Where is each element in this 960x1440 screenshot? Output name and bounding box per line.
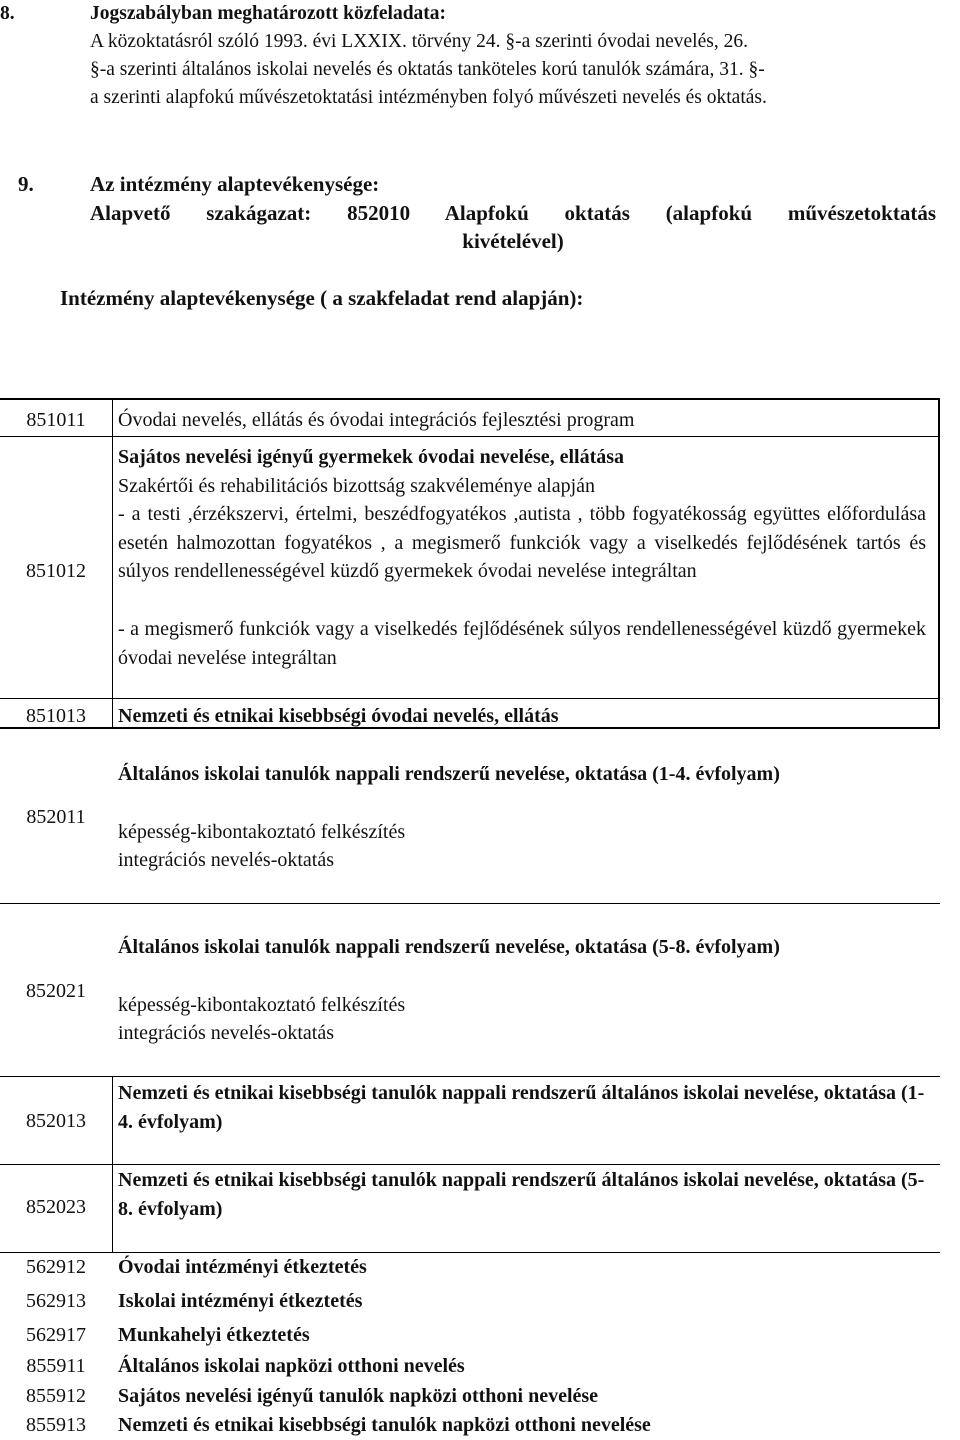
row-code: 562913 [26,1290,86,1312]
row-title: Sajátos nevelési igényű tanulók napközi otthoni nevelése [118,1385,599,1407]
row-code: 852011 [26,806,86,828]
section-9-line: kivételével) [462,229,564,253]
row-code: 562912 [26,1256,86,1278]
row-code: 852013 [26,1110,86,1132]
row-code: 855911 [26,1355,86,1377]
row-title: Óvodai intézményi étkeztetés [118,1256,367,1278]
section-9-number: 9. [18,172,34,196]
row-paragraph: - a testi ,érzékszervi, értelmi, beszédfogyatékos ,autista , több fogyatékosság együttes előfordulása esetén halmozottan fogyatékos , a megismerő funkciók vagy a viselkedés fejlődésének tartós és súlyos rendellenességével küzdő gyermekek óvodai nevelése integráltan [118,503,926,583]
section-8-body [90,28,956,112]
row-title: Nemzeti és etnikai kisebbségi tanulók nappali rendszerű általános iskolai nevelése, oktatása (1-4. évfolyam) [118,1082,925,1133]
row-code: 852021 [26,980,86,1002]
row-code: 562917 [26,1324,86,1346]
row-line: Szakértői és rehabilitációs bizottság szakvéleménye alapján [118,475,596,497]
row-title: Általános iskolai tanulók nappali rendszerű nevelése, oktatása (1-4. évfolyam) [118,763,780,785]
section-8-line: A közoktatásról szóló 1993. évi LXXIX. törvény 24. §-a szerinti óvodai nevelés, 26. [90,31,748,52]
section-8-number: 8. [0,3,15,24]
section-9-heading: Az intézmény alaptevékenysége: [90,172,380,196]
table-border [938,398,940,728]
row-line: integrációs nevelés-oktatás [118,849,335,871]
row-description: Óvodai nevelés, ellátás és óvodai integrációs fejlesztési program [118,409,635,431]
table-divider [112,1076,113,1252]
row-code: 855913 [26,1414,86,1436]
row-title: Nemzeti és etnikai kisebbségi tanulók napközi otthoni nevelése [118,1414,651,1436]
table-border [0,903,940,904]
row-title: Iskolai intézményi étkeztetés [118,1290,363,1312]
section-8-line: §-a szerinti általános iskolai nevelés és oktatás tanköteles korú tanulók számára, 31. §- [90,59,765,80]
row-title: Sajátos nevelési igényű gyermekek óvodai nevelése, ellátása [118,446,625,468]
row-line: integrációs nevelés-oktatás [118,1022,335,1044]
row-code: 855912 [26,1385,86,1407]
table-divider [112,398,113,728]
section-8-heading: Jogszabályban meghatározott közfeladata: [90,3,447,24]
activity-subheading: Intézmény alaptevékenysége ( a szakfeladat rend alapján): [60,286,584,310]
table-border [0,1164,940,1165]
section-9-line: Alapvető szakágazat: 852010 Alapfokú oktatás (alapfokú művészetoktatás [90,201,936,225]
row-line: képesség-kibontakoztató felkészítés [118,994,406,1016]
table-border [0,698,940,699]
table-border [0,1076,940,1077]
row-line: képesség-kibontakoztató felkészítés [118,821,406,843]
row-code: 851011 [26,409,86,431]
row-title: Nemzeti és etnikai kisebbségi óvodai nevelés, ellátás [118,705,559,727]
row-code: 852023 [26,1196,86,1218]
table-border [0,436,940,437]
row-code: 851013 [26,705,86,727]
row-code: 851012 [26,560,86,582]
section-8-line: a szerinti alapfokú művészetoktatási intézményben folyó művészeti nevelés és oktatás. [90,87,767,108]
row-title: Nemzeti és etnikai kisebbségi tanulók nappali rendszerű általános iskolai nevelése, oktatása (5-8. évfolyam) [118,1169,925,1220]
row-paragraph: - a megismerő funkciók vagy a viselkedés fejlődésének súlyos rendellenességével küzdő gyermekek óvodai nevelése integráltan [118,618,926,669]
row-title: Általános iskolai napközi otthoni nevelés [118,1355,465,1377]
table-border [0,398,940,400]
row-title: Munkahelyi étkeztetés [118,1324,310,1346]
row-title: Általános iskolai tanulók nappali rendszerű nevelése, oktatása (5-8. évfolyam) [118,936,780,958]
